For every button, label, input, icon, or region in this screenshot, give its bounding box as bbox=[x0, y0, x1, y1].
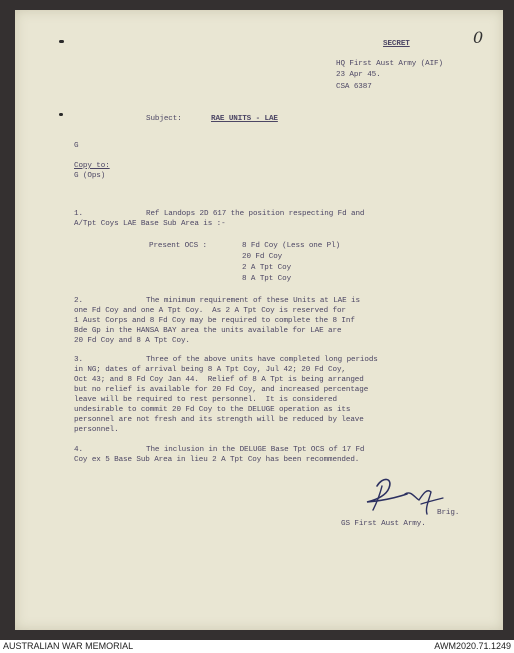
paragraph-1-line: Ref Landops 2D 617 the position respecting Fd and bbox=[146, 210, 365, 218]
footer-institution: AUSTRALIAN WAR MEMORIAL bbox=[3, 641, 134, 651]
copy-to-value: G (Ops) bbox=[74, 172, 106, 180]
handwritten-page-number: 0 bbox=[473, 28, 484, 47]
signature-title: GS First Aust Army. bbox=[341, 520, 426, 528]
punch-mark bbox=[59, 40, 64, 43]
paragraph-2-line: Bde Gp in the HANSA BAY area the units available for LAE are bbox=[74, 327, 342, 335]
present-ocs-item: 8 Fd Coy (Less one Pl) bbox=[242, 242, 341, 250]
paragraph-3-line: Three of the above units have completed long periods bbox=[146, 356, 378, 364]
paragraph-3-line: in NG; dates of arrival being 8 A Tpt Coy, Jul 42; 20 Fd Coy, bbox=[74, 366, 346, 374]
paragraph-3-number: 3. bbox=[74, 356, 83, 364]
present-ocs-item: 8 A Tpt Coy bbox=[242, 275, 292, 283]
header-date: 23 Apr 45. bbox=[336, 71, 381, 79]
paragraph-3-line: but no relief is available for 20 Fd Coy, and increased percentage bbox=[74, 386, 369, 394]
paragraph-4-line: The inclusion in the DELUGE Base Tpt OCS of 17 Fd bbox=[146, 446, 365, 454]
paragraph-3-line: personnel. bbox=[74, 426, 119, 434]
present-ocs-item: 2 A Tpt Coy bbox=[242, 264, 292, 272]
subject-text: RAE UNITS - LAE bbox=[211, 115, 278, 123]
paragraph-2-number: 2. bbox=[74, 297, 83, 305]
archive-footer bbox=[0, 641, 514, 653]
header-line-1: HQ First Aust Army (AIF) bbox=[336, 60, 443, 68]
paragraph-2-line: 20 Fd Coy and 8 A Tpt Coy. bbox=[74, 337, 190, 345]
punch-mark bbox=[59, 113, 63, 116]
paragraph-2-line: one Fd Coy and one A Tpt Coy. As 2 A Tpt Coy is reserved for bbox=[74, 307, 346, 315]
present-ocs-label: Present OCS : bbox=[149, 242, 207, 250]
paragraph-3-line: undesirable to commit 20 Fd Coy to the DELUGE operation as its bbox=[74, 406, 351, 414]
copy-to-label: Copy to: bbox=[74, 162, 110, 170]
header-reference: CSA 6387 bbox=[336, 83, 372, 91]
paragraph-4-line: Coy ex 5 Base Sub Area in lieu 2 A Tpt Coy has been recommended. bbox=[74, 456, 360, 464]
paragraph-3-line: leave will be required to rest personnel. It is considered bbox=[74, 396, 337, 404]
paragraph-4-number: 4. bbox=[74, 446, 83, 454]
paragraph-1-number: 1. bbox=[74, 210, 83, 218]
section-mark: G bbox=[74, 142, 79, 150]
present-ocs-item: 20 Fd Coy bbox=[242, 253, 283, 261]
footer-accession-number: AWM2020.71.1249 bbox=[434, 641, 511, 651]
classification-label: SECRET bbox=[383, 40, 410, 48]
paragraph-2-line: The minimum requirement of these Units at LAE is bbox=[146, 297, 360, 305]
paragraph-1-line: A/Tpt Coys LAE Base Sub Area is :- bbox=[74, 220, 226, 228]
document-page bbox=[15, 10, 503, 630]
paragraph-3-line: Oct 43; and 8 Fd Coy Jan 44. Relief of 8 A Tpt is being arranged bbox=[74, 376, 364, 384]
paragraph-3-line: personnel are not fresh and its strength will be reduced by leave bbox=[74, 416, 364, 424]
signature-rank: Brig. bbox=[437, 509, 460, 517]
subject-label: Subject: bbox=[146, 115, 182, 123]
paragraph-2-line: 1 Aust Corps and 8 Fd Coy may be required to complete the 8 Inf bbox=[74, 317, 355, 325]
